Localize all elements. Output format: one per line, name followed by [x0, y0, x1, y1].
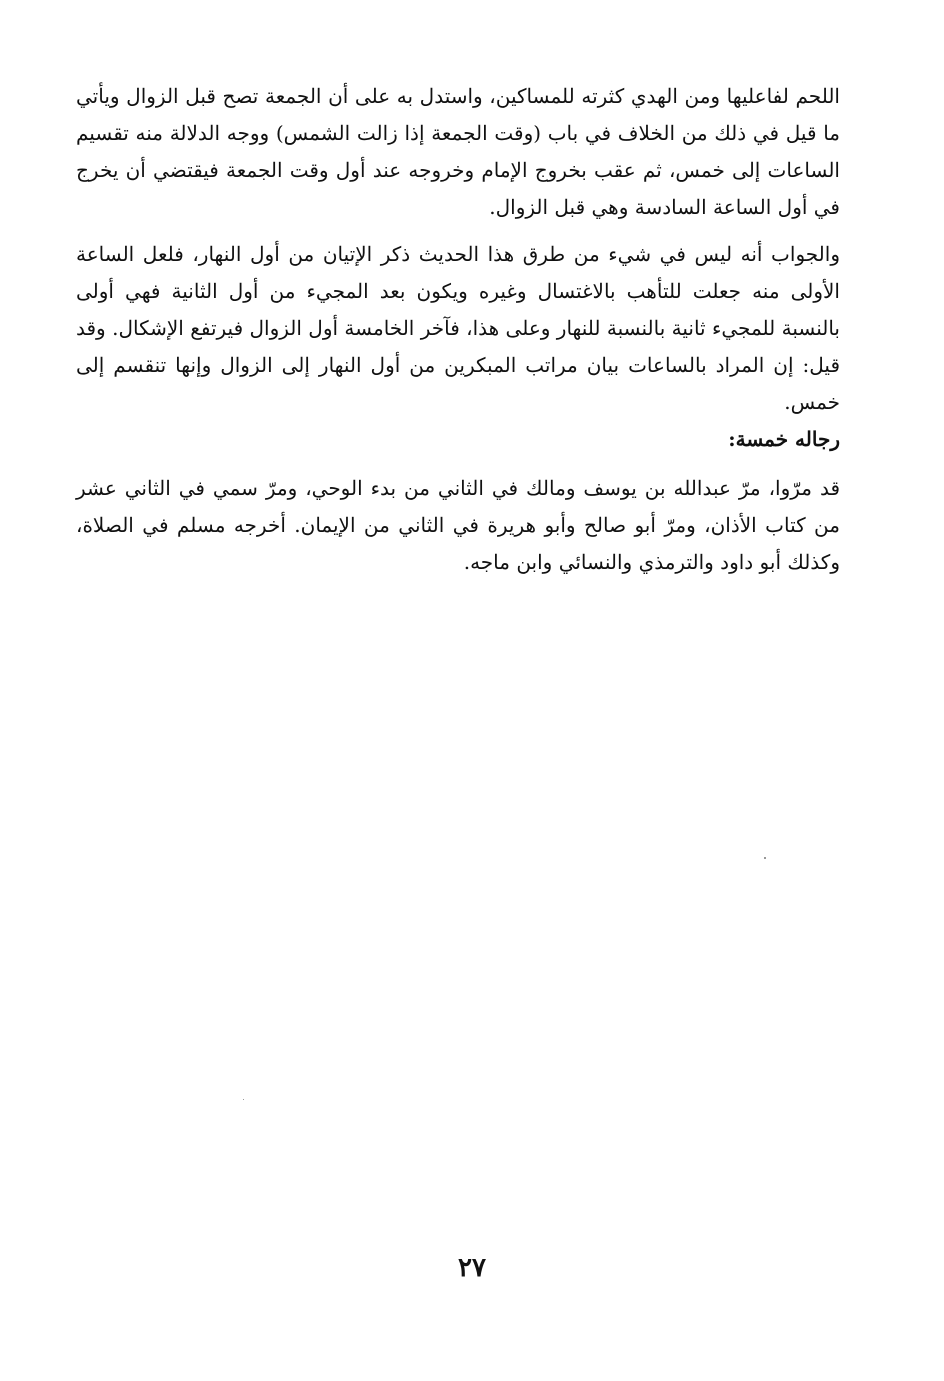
page-number: ٢٧ [458, 1253, 486, 1283]
main-text-block [76, 78, 840, 581]
scan-speck [764, 857, 766, 859]
scan-speck [243, 1099, 244, 1100]
section-heading: رجاله خمسة: [728, 427, 840, 451]
narrators-paragraph: قد مرّوا، مرّ عبدالله بن يوسف ومالك في الثاني من بدء الوحي، ومرّ سمي في الثاني عشر من كتاب الأذان، ومرّ أبو صالح وأبو هريرة في الثاني من الإيمان. أخرجه مسلم في الصلاة، وكذلك أبو داود والترمذي والنسائي وابن ماجه. [76, 476, 840, 574]
paragraph-1: اللحم لفاعليها ومن الهدي كثرته للمساكين، واستدل به على أن الجمعة تصح قبل الزوال ويأتي ما قيل في ذلك من الخلاف في باب (وقت الجمعة إذا زالت الشمس) ووجه الدلالة منه تقسيم الساعات إلى خمس، ثم عقب بخروج الإمام وخروجه عند أول وقت الجمعة فيقتضي أن يخرج في أول الساعة السادسة وهي قبل الزوال. [76, 84, 840, 219]
paragraph-2: والجواب أنه ليس في شيء من طرق هذا الحديث ذكر الإتيان من أول النهار، فلعل الساعة الأولى منه جعلت للتأهب بالاغتسال وغيره ويكون بعد المجيء من أول الثانية فهي أولى بالنسبة للمجيء ثانية بالنسبة للنهار وعلى هذا، فآخر الخامسة أول الزوال فيرتفع الإشكال. وقد قيل: إن المراد بالساعات بيان مراتب المبكرين من أول النهار إلى الزوال وإنها تنقسم إلى خمس. [76, 242, 840, 414]
